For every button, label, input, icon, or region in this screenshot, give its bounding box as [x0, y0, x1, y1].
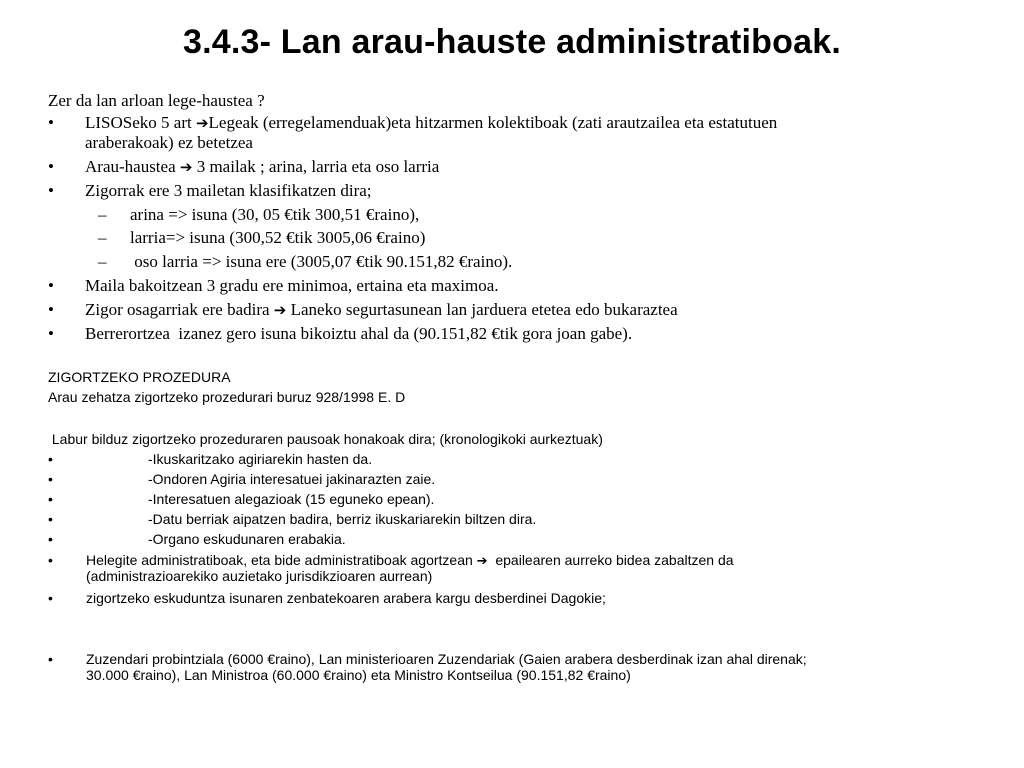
bullet: • [48, 324, 54, 343]
question-line [48, 91, 265, 111]
text-segment: Arau-haustea [85, 157, 180, 176]
bullet: • [48, 511, 53, 527]
step-text: -Interesatuen alegazioak (15 eguneko epean). [148, 491, 435, 507]
step-text: -Ikuskaritzako agiriarekin hasten da. [148, 451, 373, 467]
bullet: • [48, 491, 53, 507]
sub-list-item-text: oso larria => isuna ere (3005,07 €tik 90.151,82 €raino). [130, 252, 513, 271]
list-item-text-continued: 30.000 €raino), Lan Ministroa (60.000 €raino) eta Ministro Kontseilua (90.151,82 €raino) [86, 667, 631, 683]
arrow-right-icon: ➔ [476, 554, 488, 569]
text-segment: Laneko segurtasunean lan jarduera etetea edo bukaraztea [286, 300, 678, 319]
slide-title: 3.4.3- Lan arau-hauste administratiboak. [183, 23, 841, 61]
bullet: • [48, 552, 53, 568]
list-item-text [85, 113, 777, 133]
bullet: • [48, 113, 54, 132]
bullet: • [48, 300, 54, 319]
bullet: • [48, 276, 54, 295]
question-text: Zer da lan arloan lege-haustea ? [48, 91, 265, 110]
list-item-text: Zigorrak ere 3 mailetan klasifikatzen dira; [85, 181, 372, 200]
procedure-summary: Labur bilduz zigortzeko prozeduraren pausoak honakoak dira; (kronologikoki aurkeztuak) [48, 431, 603, 447]
section-heading: ZIGORTZEKO PROZEDURA [48, 369, 231, 385]
text-segment: epailearen aurreko bidea zabaltzen da [487, 552, 734, 568]
bullet: • [48, 451, 53, 467]
step-text: -Datu berriak aipatzen badira, berriz ikuskariarekin biltzen dira. [148, 511, 537, 527]
sub-list-item-text: larria=> isuna (300,52 €tik 3005,06 €raino) [130, 228, 426, 247]
dash: – [98, 228, 107, 247]
text-segment: 3 mailak ; arina, larria eta oso larria [192, 157, 440, 176]
list-item-text-continued: (administrazioarekiko auzietako jurisdikzioaren aurrean) [86, 568, 433, 584]
text-segment: LISOSeko 5 art [85, 113, 196, 132]
list-item-text: zigortzeko eskuduntza isunaren zenbatekoaren arabera kargu desberdinei Dagokie; [86, 590, 606, 606]
bullet: • [48, 471, 53, 487]
list-item-text: Berrerortzea izanez gero isuna bikoiztu ahal da (90.151,82 €tik gora joan gabe). [85, 324, 633, 343]
list-item-text [85, 300, 678, 320]
arrow-right-icon: ➔ [195, 114, 209, 132]
list-item-text: Zuzendari probintziala (6000 €raino), Lan ministerioaren Zuzendariak (Gaien arabera desberdinak izan ahal direnak; [86, 651, 807, 667]
list-item-text-continued: araberakoak) ez betetzea [85, 133, 253, 152]
step-text: -Organo eskudunaren erabakia. [148, 531, 346, 547]
dash: – [98, 205, 107, 224]
list-item-text: Maila bakoitzean 3 gradu ere minimoa, ertaina eta maximoa. [85, 276, 499, 295]
bullet: • [48, 181, 54, 200]
step-text: -Ondoren Agiria interesatuei jakinarazten zaie. [148, 471, 436, 487]
sub-list-item-text: arina => isuna (30, 05 €tik 300,51 €raino), [130, 205, 420, 224]
bullet: • [48, 651, 53, 667]
text-segment: Helegite administratiboak, eta bide administratiboak agortzean [86, 552, 477, 568]
dash: – [98, 252, 107, 271]
bullet: • [48, 590, 53, 606]
list-item-text [85, 157, 439, 177]
arrow-right-icon: ➔ [273, 301, 287, 319]
arrow-right-icon: ➔ [179, 158, 193, 176]
law-reference: Arau zehatza zigortzeko prozedurari buruz 928/1998 E. D [48, 389, 406, 405]
bullet: • [48, 531, 53, 547]
bullet: • [48, 157, 54, 176]
text-segment: Legeak (erregelamenduak)eta hitzarmen kolektiboak (zati arautzailea eta estatutuen [208, 113, 778, 132]
text-segment: Zigor osagarriak ere badira [85, 300, 274, 319]
